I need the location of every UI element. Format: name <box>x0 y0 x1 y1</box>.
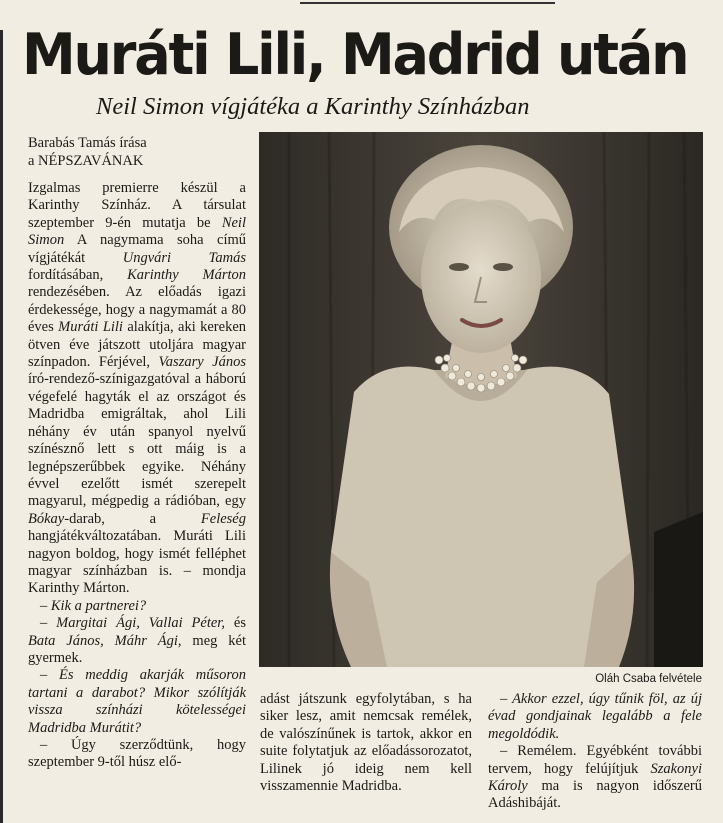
article-paragraph: – Remélem. Egyébként további tervem, hogy felújítjuk Szakonyi Károly ma is nagyon időszerű Adáshibáját. <box>488 743 702 812</box>
article-paragraph: Izgalmas premierre készül a Karinthy Színház. A társulat szeptember 9-én mutatja be Neil Simon A nagymama soha című vígjátékát Ungvári Tamás fordításában, Karinthy Márton rendezésében. Az előadás igazi érdekessége, hogy a nagymamát a 80 éves Muráti Lili alakítja, aki kereken ötven éve játszott utoljára magyar színpadon. Férjével, Vaszary János író-rendező-színigazgatóval a háború végefelé hagyták el az országot és Madridba emigráltak, ahol Lili néhány év után spanyol nyelvű színésznő lett s ott máig is a legnépszerűbbek egyike. Néhány évvel ezelőtt ismét szerepelt magyarul, mégpedig a rádióban, egy Bókay-darab, a Feleség hangjátékváltozatában. Muráti Lili nagyon boldog, hogy ismét felléphet magyar színházban is. – mondja Karinthy Márton. <box>28 180 247 597</box>
byline-author: Barabás Tamás írása <box>28 135 147 151</box>
subheadline: Neil Simon vígjátéka a Karinthy Színházban <box>96 93 530 120</box>
article-paragraph: adást játszunk egyfolytában, s ha siker lesz, amit nemcsak remélek, de valószínűnek is tartok, akkor en suite folytatjuk az előadássorozatot, Lilinek jó ideig nem kell visszamennie Madridba. <box>260 691 472 795</box>
article-paragraph: – Margitai Ági, Vallai Péter, és Bata János, Máhr Ági, meg két gyermek. <box>28 615 246 666</box>
top-rule <box>300 2 555 4</box>
portrait-photo <box>259 132 703 667</box>
article-paragraph: – És meddig akarják műsoron tartani a darabot? Mikor szólítják vissza színházi kötelességei Madridba Murátit? <box>28 667 246 736</box>
article-paragraph: – Akkor ezzel, úgy tűnik föl, az új évad gondjainak legalább a fele megoldódik. <box>488 691 702 742</box>
byline <box>28 134 248 170</box>
article-column-2 <box>260 691 472 795</box>
article-paragraph: – Kik a partnerei? <box>40 597 147 614</box>
byline-paper: a NÉPSZAVÁNAK <box>28 153 144 169</box>
article-paragraph: – Úgy szerződtünk, hogy szeptember 9-től húsz elő- <box>28 737 246 771</box>
article-column-3 <box>488 691 702 813</box>
headline: Muráti Lili, Madrid után <box>22 20 688 88</box>
photo-caption: Oláh Csaba felvétele <box>595 673 702 685</box>
article-column-1 <box>28 180 246 772</box>
left-column-rule <box>0 30 3 823</box>
